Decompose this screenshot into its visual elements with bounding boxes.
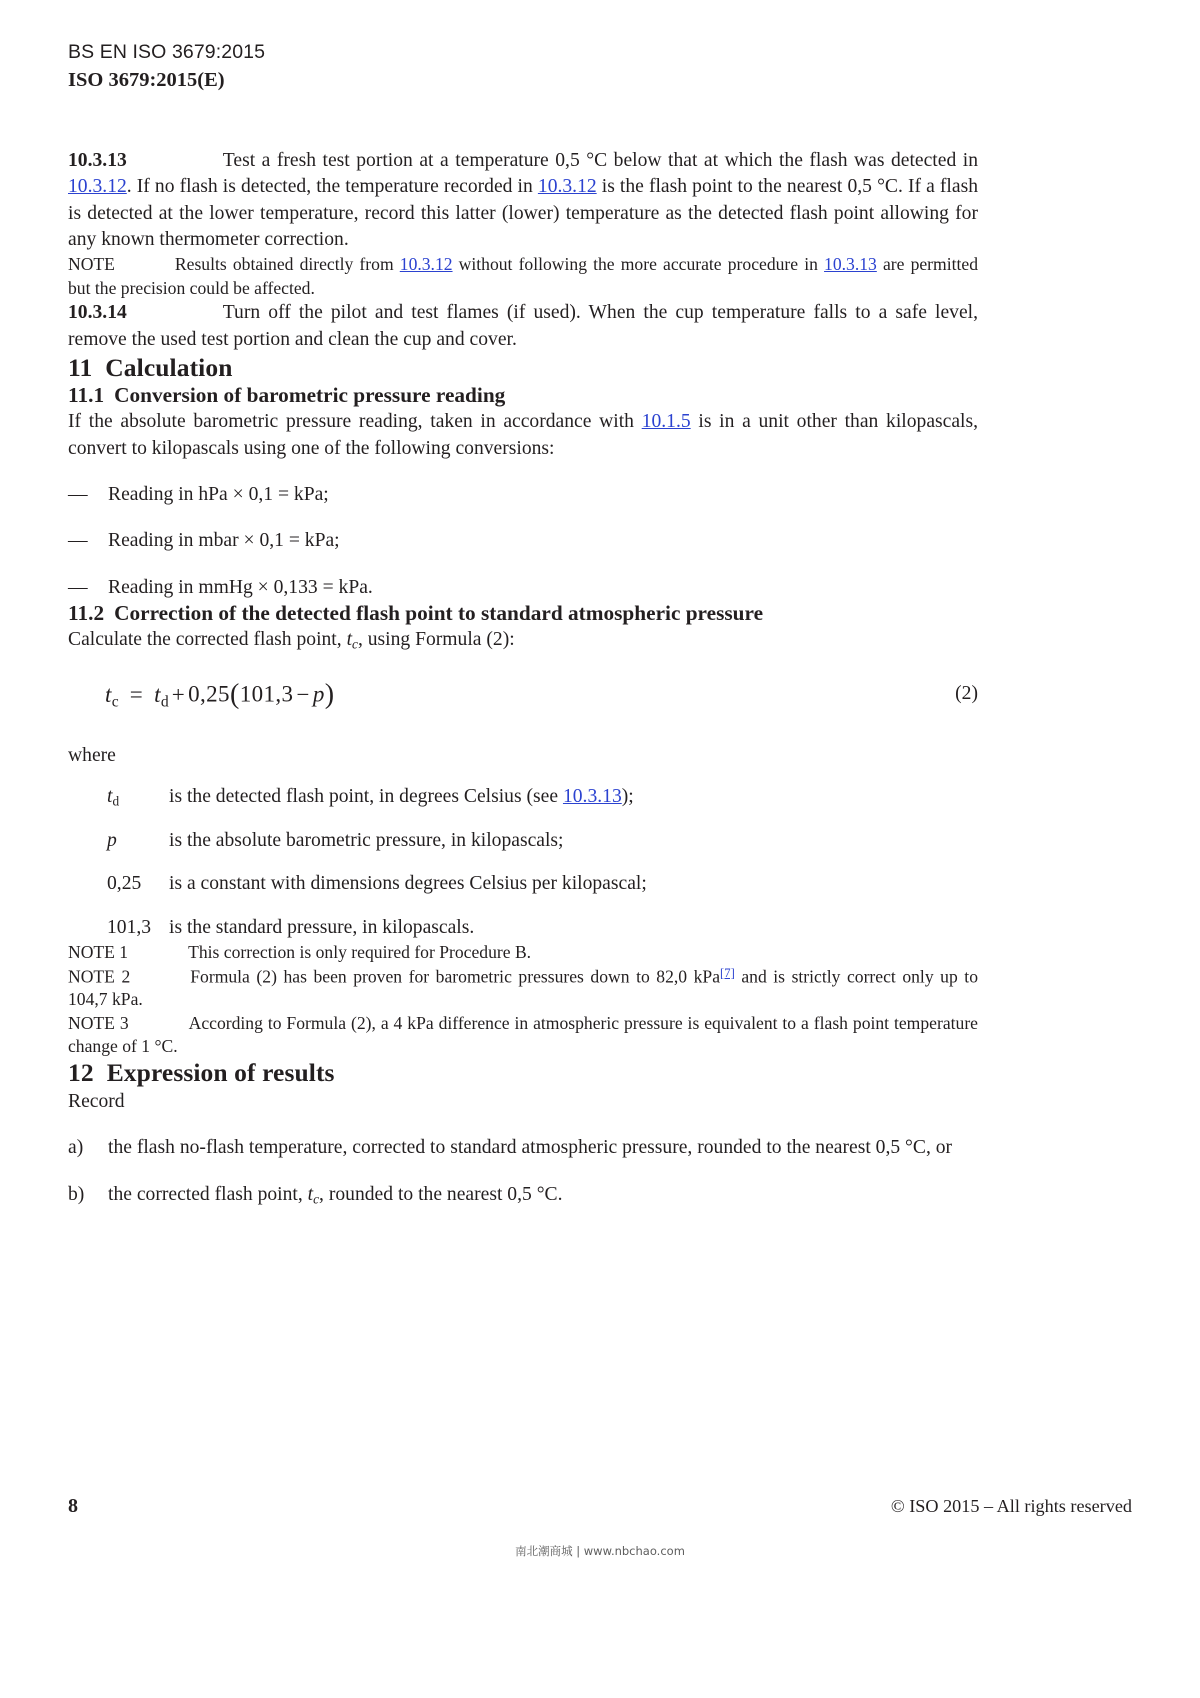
- list-item-text: the flash no-flash temperature, corrected to standard atmospheric pressure, rounded to the nearest 0,5 °C, or: [108, 1137, 953, 1159]
- clause-text-1: Test a fresh test portion at a temperature 0,5 °C below that at which the flash was detected in: [222, 150, 978, 171]
- heading-number: 12: [68, 1058, 94, 1088]
- page-header: [68, 40, 265, 94]
- intro-text-after: , using Formula (2):: [357, 629, 515, 651]
- intro-text-2: is in a unit other than kilopascals, convert to kilopascals using one of the following conversions:: [68, 411, 979, 459]
- formula-close-paren: ): [324, 679, 335, 711]
- formula-rhs-sub: d: [160, 693, 169, 711]
- list-item-text: Reading in mbar × 0,1 = kPa;: [108, 530, 340, 552]
- xref-10-1-5[interactable]: 10.1.5: [641, 411, 691, 433]
- intro-text-before: Calculate the corrected flash point,: [68, 629, 347, 651]
- list-item-text: the corrected flash point,: [108, 1183, 308, 1205]
- dash-marker: —: [68, 576, 88, 598]
- symbol-subscript: d: [112, 793, 120, 809]
- dash-marker: —: [68, 530, 88, 552]
- heading-clause-11-1: [68, 383, 978, 409]
- watermark: 南北潮商城 | www.nbchao.com: [515, 1544, 685, 1558]
- note-text-1: Formula (2) has been proven for barometric pressures down to 82,0 kPa: [190, 965, 721, 986]
- xref-10-3-12-a[interactable]: 10.3.12: [68, 176, 127, 198]
- note-10-3-13: [68, 253, 978, 300]
- definition-symbol: [107, 784, 169, 810]
- note-text: This correction is only required for Procedure B.: [188, 942, 532, 963]
- inline-symbol-tc: [347, 629, 358, 650]
- list-item-text: Reading in mmHg × 0,133 = kPa.: [108, 576, 373, 598]
- formula-lhs-base: t: [105, 681, 112, 707]
- definition-list: [68, 784, 978, 941]
- formula-number: (2): [955, 683, 978, 705]
- heading-clause-11-2: [68, 601, 978, 627]
- note-1: [68, 941, 978, 964]
- formula-pressure-var: p: [312, 681, 325, 707]
- definition-row: [68, 828, 978, 854]
- formula-open-paren: (: [229, 679, 240, 711]
- formula-rhs-var: [154, 681, 169, 711]
- note-text: According to Formula (2), a 4 kPa difference in atmospheric pressure is equivalent to a flash point temperature change of 1 °C.: [68, 1012, 978, 1057]
- heading-clause-12: [68, 1058, 978, 1089]
- formula-minus: −: [296, 681, 310, 707]
- list-item-b: [68, 1182, 978, 1208]
- heading-number: 11.1: [68, 383, 105, 408]
- header-iso-standard: ISO 3679:2015(E): [68, 68, 225, 91]
- note-label: NOTE 1: [68, 942, 129, 963]
- symbol-subscript: c: [313, 1191, 320, 1207]
- list-item: [68, 482, 978, 508]
- note-text-3: are permitted but the precision could be affected.: [68, 254, 978, 298]
- note-label: NOTE 2: [68, 965, 131, 986]
- note-text-2: and is strictly correct only up to 104,7 kPa.: [68, 965, 978, 1010]
- clause-text: Turn off the pilot and test flames (if used). When the cup temperature falls to a safe level, remove the used test portion and clean the cup and cover.: [68, 302, 978, 350]
- list-item: [68, 528, 978, 554]
- note-text-1: Results obtained directly from: [174, 254, 400, 275]
- heading-number: 11: [68, 352, 93, 382]
- document-body: [68, 148, 978, 1208]
- page-number: 8: [68, 1495, 78, 1517]
- page-footer: [68, 1495, 1132, 1518]
- inline-symbol-tc: [308, 1184, 319, 1205]
- heading-title: Correction of the detected flash point to standard atmospheric pressure: [114, 601, 764, 626]
- note-label: NOTE: [68, 254, 115, 275]
- list-item: [68, 575, 978, 601]
- note-label: NOTE 3: [68, 1012, 129, 1033]
- header-bs-standard: BS EN ISO 3679:2015: [68, 41, 266, 63]
- xref-10-3-12-b[interactable]: 10.3.12: [537, 176, 597, 198]
- definition-symbol: 0,25: [107, 873, 142, 895]
- clause-11-2-intro: [68, 627, 978, 653]
- definition-description: is the standard pressure, in kilopascals.: [169, 916, 475, 938]
- clause-number: 10.3.14: [68, 302, 127, 324]
- clause-11-1-intro: [68, 409, 978, 462]
- heading-clause-11: [68, 353, 978, 384]
- dash-marker: —: [68, 484, 88, 506]
- definition-row: [68, 871, 978, 897]
- heading-title: Conversion of barometric pressure reading: [114, 383, 506, 408]
- heading-title: Expression of results: [106, 1058, 335, 1088]
- formula-lhs: [105, 681, 119, 711]
- symbol-base: t: [307, 1183, 314, 1205]
- xref-10-3-13-def[interactable]: 10.3.13: [562, 786, 622, 808]
- clause-text-3: is the flash point to the nearest 0,5 °C. If a flash is detected at the lower temperature, record this latter (lower) temperature as the detected flash point allowing for any known thermometer correction.: [68, 176, 978, 251]
- list-item-text: Reading in hPa × 0,1 = kPa;: [108, 484, 329, 506]
- where-label: where: [68, 745, 116, 767]
- symbol-subscript: c: [352, 636, 358, 652]
- symbol-base: t: [346, 629, 353, 651]
- definition-text-2: );: [621, 786, 634, 808]
- formula-equals: =: [129, 681, 144, 707]
- definition-row: [68, 915, 978, 941]
- definition-symbol: p: [107, 829, 117, 851]
- xref-10-3-12-c[interactable]: 10.3.12: [399, 254, 453, 275]
- formula-2: [105, 679, 334, 711]
- clause-number: 10.3.13: [68, 150, 127, 171]
- note-text-2: without following the more accurate procedure in: [452, 254, 825, 275]
- record-label: Record: [68, 1091, 125, 1113]
- formula-standard-pressure: 101,3: [239, 681, 294, 707]
- intro-text-1: If the absolute barometric pressure reading, taken in accordance with: [68, 411, 642, 433]
- formula-rhs-base: t: [154, 681, 161, 707]
- definition-row: [68, 784, 978, 810]
- formula-row: [68, 679, 978, 719]
- conversion-list: [68, 482, 978, 601]
- formula-lhs-sub: c: [111, 693, 119, 711]
- definition-symbol: 101,3: [107, 916, 152, 938]
- list-item-text-after: , rounded to the nearest 0,5 °C.: [319, 1183, 563, 1205]
- xref-10-3-13[interactable]: 10.3.13: [824, 254, 877, 275]
- formula-constant: 0,25: [188, 681, 230, 707]
- definition-text-1: is the detected flash point, in degrees Celsius (see: [169, 786, 563, 808]
- definition-description: is the absolute barometric pressure, in kilopascals;: [169, 829, 564, 851]
- list-item-a: [68, 1135, 978, 1161]
- heading-number: 11.2: [68, 601, 105, 626]
- symbol-base: t: [107, 786, 113, 808]
- definition-description: is a constant with dimensions degrees Celsius per kilopascal;: [169, 873, 647, 895]
- note-3: [68, 1012, 978, 1059]
- definition-description: [169, 784, 978, 810]
- list-marker: a): [68, 1137, 84, 1159]
- list-marker: b): [68, 1183, 85, 1205]
- formula-plus: +: [171, 681, 186, 707]
- clause-10-3-14: [68, 300, 978, 353]
- clause-10-3-13: [68, 148, 978, 253]
- bibliography-ref-7[interactable]: [7]: [720, 965, 735, 980]
- copyright-notice: © ISO 2015 – All rights reserved: [890, 1496, 1132, 1516]
- note-2: [68, 965, 978, 1012]
- clause-text-2: . If no flash is detected, the temperature recorded in: [126, 176, 538, 198]
- heading-title: Calculation: [105, 352, 233, 382]
